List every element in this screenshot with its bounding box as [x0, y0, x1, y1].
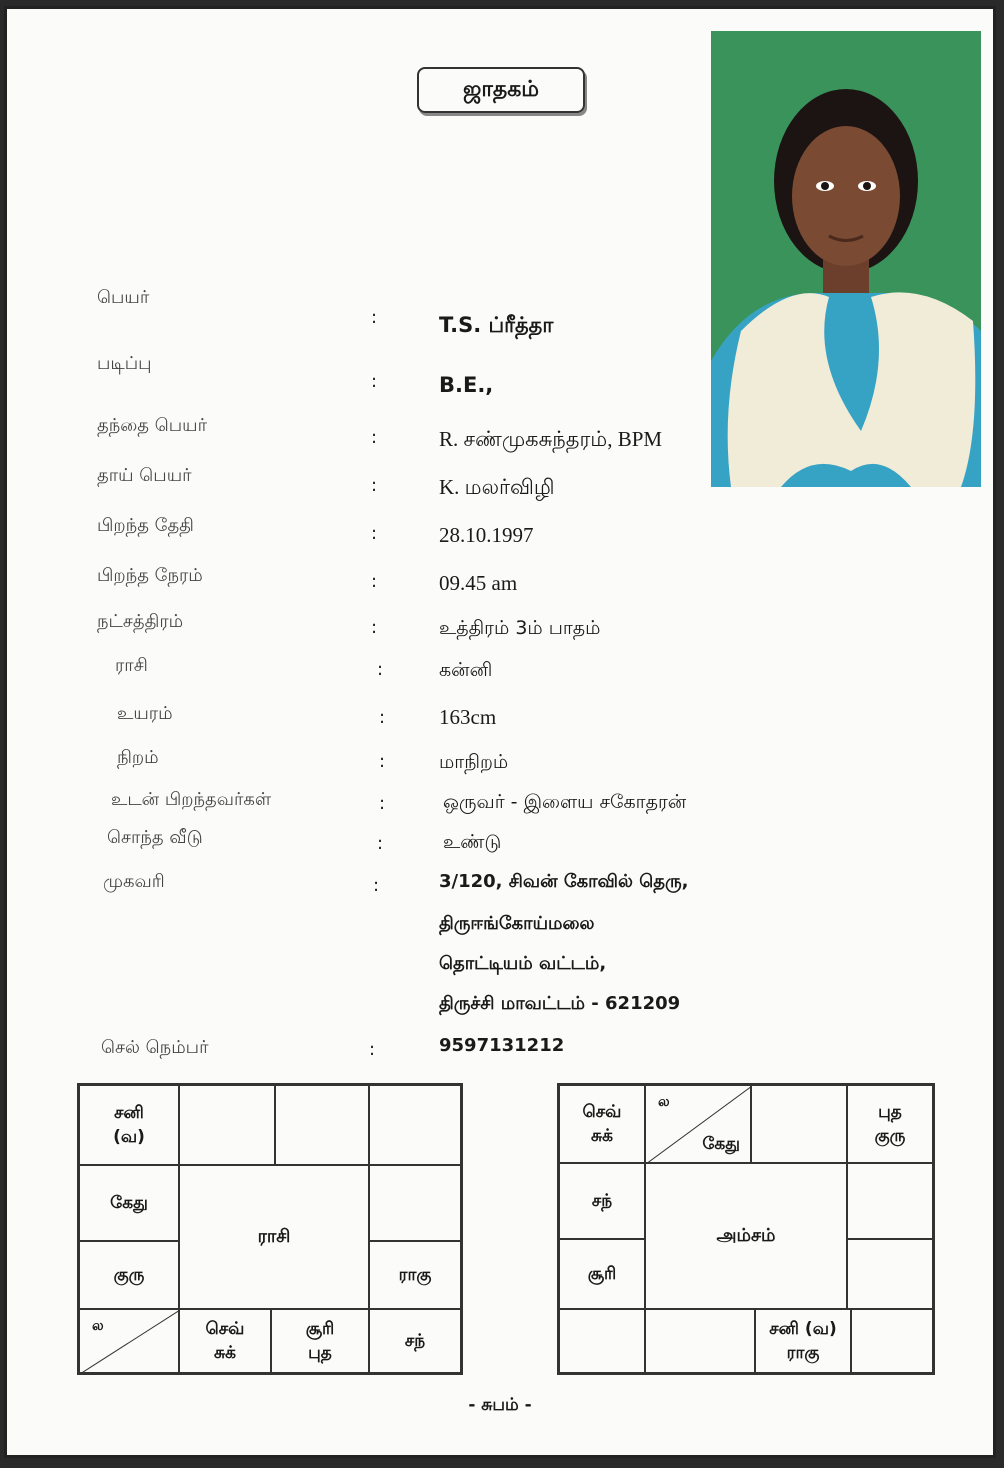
planet-label: சனி (வ)	[769, 1319, 837, 1339]
rasi-house-11	[79, 1241, 179, 1309]
field-value-cell-number: 9597131212	[439, 1035, 565, 1056]
planet-label: ராகு	[786, 1343, 820, 1363]
field-value-address-line-4: திருச்சி மாவட்டம் - 621209	[439, 993, 681, 1014]
planet-label: செவ்	[582, 1102, 622, 1122]
planet-label: குரு	[113, 1265, 145, 1285]
rasi-house-1	[79, 1085, 179, 1165]
planet-label: சூரி	[305, 1319, 335, 1339]
field-label-birth-time: பிறந்த நேரம்	[97, 565, 203, 586]
field-value-star: உத்திரம் 3ம் பாதம்	[439, 617, 601, 639]
field-colon: :	[371, 523, 378, 544]
rasi-house-9	[179, 1309, 271, 1373]
rasi-center-label: ராசி	[257, 1226, 291, 1247]
amsam-house-6	[847, 1239, 933, 1309]
amsam-house-5	[847, 1163, 933, 1239]
field-label-address: முகவரி	[103, 871, 165, 892]
amsam-house-10	[559, 1309, 645, 1373]
field-value-birth-date: 28.10.1997	[439, 523, 534, 547]
field-value-father: R. சண்முகசுந்தரம், BPM	[439, 427, 663, 451]
amsam-house-12	[559, 1163, 645, 1239]
field-value-address-line-1: 3/120, சிவன் கோவில் தெரு,	[439, 871, 689, 892]
field-value-address-line-2: திருஈங்கோய்மலை	[439, 913, 595, 934]
field-colon: :	[373, 875, 380, 896]
field-value-height: 163cm	[439, 705, 497, 729]
field-value-siblings: ஒருவர் - இளைய சகோதரன்	[443, 791, 687, 813]
amsam-house-4	[847, 1085, 933, 1163]
rasi-house-4	[369, 1085, 461, 1165]
amsam-center	[645, 1163, 847, 1309]
amsam-chart	[557, 1083, 935, 1375]
lagna-label: ல	[658, 1094, 670, 1110]
planet-label: சனி	[114, 1103, 144, 1123]
planet-label: புத	[878, 1102, 902, 1122]
field-label-height: உயரம்	[117, 703, 173, 724]
planet-label: புத	[308, 1343, 332, 1363]
field-colon: :	[371, 617, 378, 638]
field-label-birth-date: பிறந்த தேதி	[97, 515, 194, 536]
field-label-cell-number: செல் நெம்பர்	[101, 1037, 209, 1058]
rasi-house-2	[179, 1085, 275, 1165]
rasi-house-10	[79, 1309, 179, 1373]
amsam-center-label: அம்சம்	[716, 1225, 776, 1246]
field-value-complexion: மாநிறம்	[439, 751, 509, 773]
rasi-house-12	[79, 1165, 179, 1241]
amsam-house-11	[559, 1239, 645, 1309]
field-value-name: T.S. ப்ரீத்தா	[439, 313, 554, 337]
planet-label: கேது	[702, 1134, 740, 1154]
field-colon: :	[371, 307, 378, 328]
field-colon: :	[379, 751, 386, 772]
amsam-house-2	[645, 1085, 751, 1163]
amsam-house-9	[645, 1309, 755, 1373]
field-label-mother: தாய் பெயர்	[97, 465, 192, 486]
amsam-house-3	[751, 1085, 847, 1163]
field-label-own-house: சொந்த வீடு	[107, 827, 203, 848]
field-colon: :	[371, 571, 378, 592]
rasi-house-3	[275, 1085, 369, 1165]
field-label-name: பெயர்	[97, 287, 150, 308]
planet-label: சுக்	[214, 1343, 236, 1363]
field-colon: :	[379, 793, 386, 814]
footer-text: - சுபம் -	[468, 1395, 532, 1415]
planet-label: சந்	[404, 1331, 426, 1351]
field-colon: :	[377, 659, 384, 680]
field-colon: :	[377, 833, 384, 854]
planet-label: குரு	[874, 1126, 906, 1146]
field-value-education: B.E.,	[439, 373, 494, 397]
rasi-house-7	[369, 1309, 461, 1373]
field-value-address-line-3: தொட்டியம் வட்டம்,	[439, 953, 607, 974]
field-label-rasi: ராசி	[115, 655, 148, 676]
rasi-house-5	[369, 1165, 461, 1241]
field-label-education: படிப்பு	[97, 353, 152, 374]
field-value-rasi: கன்னி	[439, 659, 493, 681]
field-label-complexion: நிறம்	[117, 747, 159, 768]
field-colon: :	[369, 1039, 376, 1060]
rasi-house-6	[369, 1241, 461, 1309]
field-value-birth-time: 09.45 am	[439, 571, 518, 595]
amsam-house-7	[851, 1309, 933, 1373]
planet-label: செவ்	[205, 1319, 245, 1339]
field-value-own-house: உண்டு	[443, 831, 502, 853]
field-colon: :	[379, 707, 386, 728]
rasi-house-8	[271, 1309, 369, 1373]
planet-label: கேது	[110, 1193, 148, 1213]
field-label-siblings: உடன் பிறந்தவர்கள்	[111, 789, 272, 810]
field-label-father: தந்தை பெயர்	[97, 415, 207, 436]
field-label-star: நட்சத்திரம்	[97, 611, 184, 632]
amsam-house-1	[559, 1085, 645, 1163]
field-colon: :	[371, 371, 378, 392]
field-value-mother: K. மலர்விழி	[439, 475, 555, 499]
page-title: ஜாதகம்	[417, 67, 585, 113]
planet-label: சூரி	[587, 1264, 617, 1284]
rasi-center	[179, 1165, 369, 1309]
planet-label: (வ)	[113, 1127, 145, 1147]
person-portrait-image	[711, 31, 981, 487]
lagna-label: ல	[92, 1318, 104, 1334]
profile-photo	[711, 31, 981, 487]
planet-label: ராகு	[398, 1265, 432, 1285]
field-colon: :	[371, 427, 378, 448]
horoscope-page	[4, 6, 996, 1458]
rasi-chart	[77, 1083, 463, 1375]
field-colon: :	[371, 475, 378, 496]
planet-label: சந்	[591, 1191, 613, 1211]
planet-label: சுக்	[591, 1126, 613, 1146]
amsam-house-8	[755, 1309, 851, 1373]
